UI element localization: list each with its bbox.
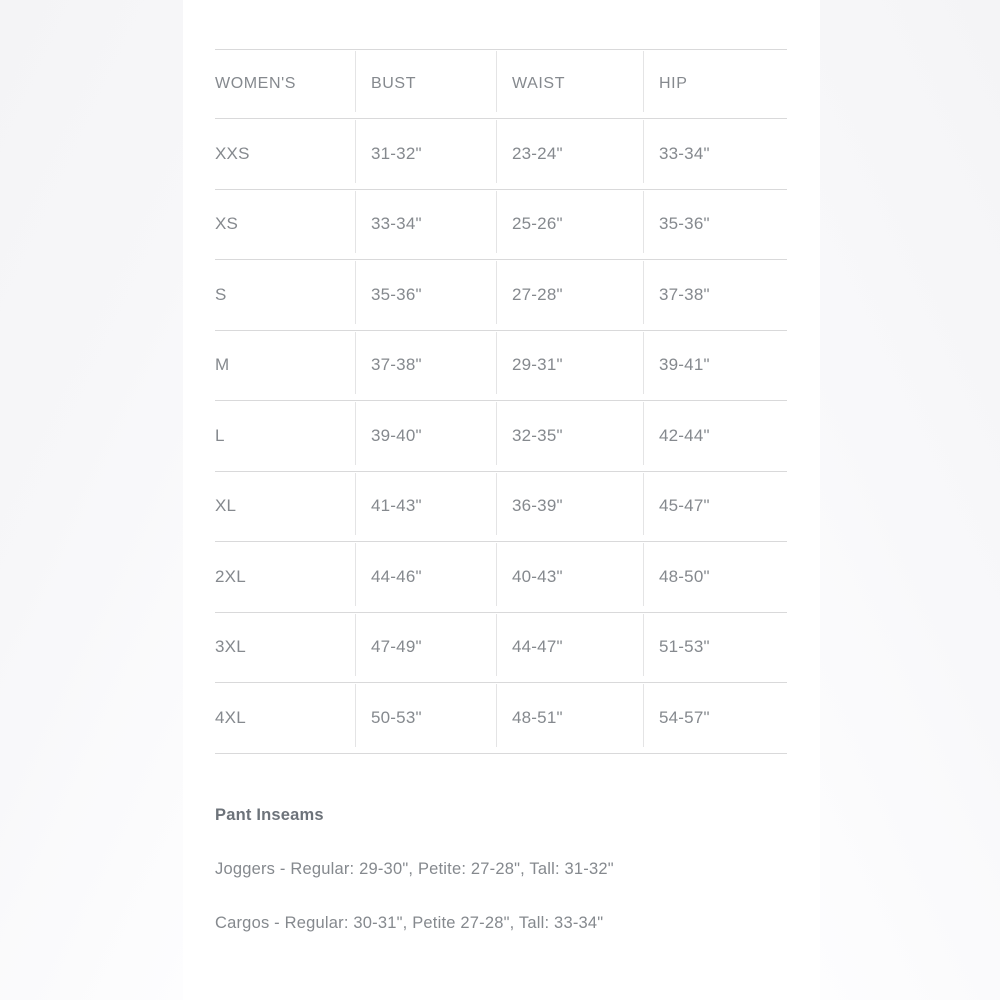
measurement-cell: 33-34" bbox=[643, 119, 787, 189]
table-row bbox=[215, 683, 787, 754]
header-cell: WOMEN'S bbox=[215, 75, 297, 92]
table-row bbox=[215, 401, 787, 472]
measurement-cell: 25-26" bbox=[496, 190, 643, 260]
measurement-cell: 40-43" bbox=[496, 542, 643, 612]
measurement-cell: 36-39" bbox=[496, 472, 643, 542]
table-header-row bbox=[215, 50, 787, 119]
measurement-cell: 27-28" bbox=[496, 260, 643, 330]
note-line: Joggers - Regular: 29-30", Petite: 27-28", Tall: 31-32" bbox=[215, 859, 614, 878]
measurement-cell: 50-53" bbox=[355, 683, 496, 753]
size-label-cell: M bbox=[215, 355, 230, 375]
measurement-cell: 37-38" bbox=[643, 260, 787, 330]
size-label-cell: 2XL bbox=[215, 566, 246, 586]
measurement-cell: 48-51" bbox=[496, 683, 643, 753]
header-cell: BUST bbox=[355, 50, 496, 118]
size-label-cell: L bbox=[215, 425, 225, 445]
measurement-cell: 41-43" bbox=[355, 472, 496, 542]
table-row bbox=[215, 542, 787, 613]
measurement-cell: 44-46" bbox=[355, 542, 496, 612]
size-table-body bbox=[215, 119, 787, 754]
measurement-cell: 45-47" bbox=[643, 472, 787, 542]
measurement-cell: 23-24" bbox=[496, 119, 643, 189]
header-cell: WAIST bbox=[496, 50, 643, 118]
table-row bbox=[215, 190, 787, 261]
measurement-cell: 39-41" bbox=[643, 331, 787, 401]
header-cell: HIP bbox=[643, 50, 787, 118]
size-label-cell: 3XL bbox=[215, 637, 246, 657]
size-label-cell: XL bbox=[215, 496, 237, 516]
content-column bbox=[183, 0, 820, 1000]
measurement-cell: 33-34" bbox=[355, 190, 496, 260]
right-gutter bbox=[820, 0, 1000, 1000]
measurement-cell: 39-40" bbox=[355, 401, 496, 471]
measurement-cell: 37-38" bbox=[355, 331, 496, 401]
note-line: Cargos - Regular: 30-31", Petite 27-28", Tall: 33-34" bbox=[215, 913, 604, 932]
size-label-cell: XXS bbox=[215, 143, 250, 163]
table-row bbox=[215, 119, 787, 190]
table-row bbox=[215, 613, 787, 684]
measurement-cell: 47-49" bbox=[355, 613, 496, 683]
measurement-cell: 35-36" bbox=[355, 260, 496, 330]
table-row bbox=[215, 331, 787, 402]
size-chart-table bbox=[215, 49, 787, 754]
notes-title: Pant Inseams bbox=[215, 805, 324, 824]
table-row bbox=[215, 260, 787, 331]
size-label-cell: S bbox=[215, 284, 227, 304]
measurement-cell: 32-35" bbox=[496, 401, 643, 471]
size-label-cell: XS bbox=[215, 214, 239, 234]
measurement-cell: 42-44" bbox=[643, 401, 787, 471]
measurement-cell: 48-50" bbox=[643, 542, 787, 612]
notes-section bbox=[215, 806, 787, 933]
size-label-cell: 4XL bbox=[215, 707, 246, 727]
measurement-cell: 54-57" bbox=[643, 683, 787, 753]
measurement-cell: 35-36" bbox=[643, 190, 787, 260]
notes-lines bbox=[215, 860, 787, 933]
measurement-cell: 29-31" bbox=[496, 331, 643, 401]
measurement-cell: 51-53" bbox=[643, 613, 787, 683]
table-row bbox=[215, 472, 787, 543]
left-gutter bbox=[0, 0, 183, 1000]
measurement-cell: 31-32" bbox=[355, 119, 496, 189]
measurement-cell: 44-47" bbox=[496, 613, 643, 683]
